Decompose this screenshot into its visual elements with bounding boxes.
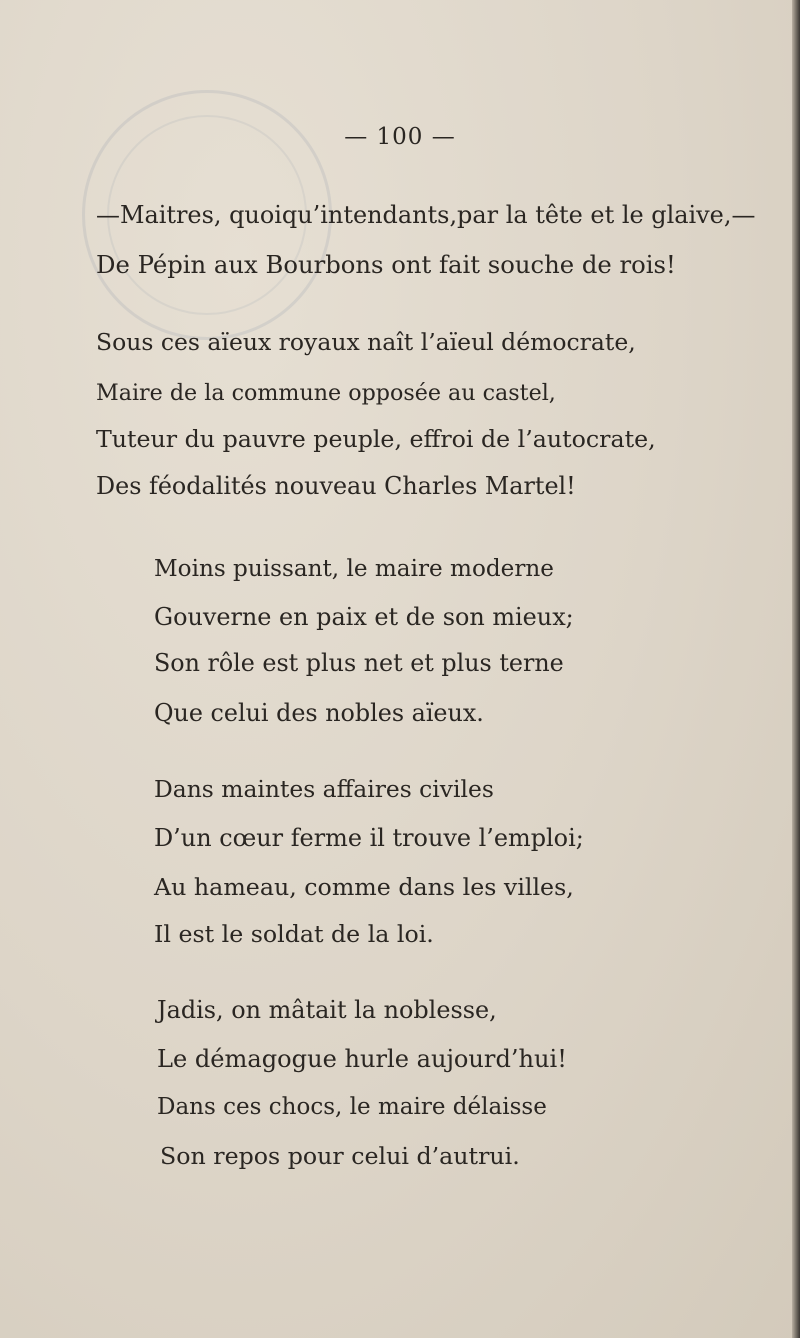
verse-line: Moins puissant, le maire moderne [154,556,554,582]
verse-line: Tuteur du pauvre peuple, effroi de l’autocrate, [96,425,656,453]
page-edge [792,0,800,1338]
page-number: — 100 — [344,124,456,150]
verse-line: Des féodalités nouveau Charles Martel! [96,472,576,500]
verse-line: —Maitres, quoiqu’intendants,par la tête et le glaive,— [96,201,756,229]
verse-line: Jadis, on mâtait la noblesse, [157,996,497,1024]
verse-line: Il est le soldat de la loi. [154,920,434,948]
verse-line: Dans ces chocs, le maire délaisse [157,1094,547,1120]
verse-line: Gouverne en paix et de son mieux; [154,603,574,631]
verse-line: Que celui des nobles aïeux. [154,699,484,727]
verse-line: Maire de la commune opposée au castel, [96,380,556,406]
verse-line: Au hameau, comme dans les villes, [154,873,574,901]
verse-line: Dans maintes affaires civiles [154,775,494,803]
verse-line: Le démagogue hurle aujourd’hui! [157,1045,567,1073]
verse-line: Sous ces aïeux royaux naît l’aïeul démocrate, [96,328,636,356]
verse-line: De Pépin aux Bourbons ont fait souche de rois! [96,250,676,279]
verse-line: Son rôle est plus net et plus terne [154,649,564,677]
verse-line: Son repos pour celui d’autrui. [160,1142,520,1170]
verse-line: D’un cœur ferme il trouve l’emploi; [154,824,584,852]
